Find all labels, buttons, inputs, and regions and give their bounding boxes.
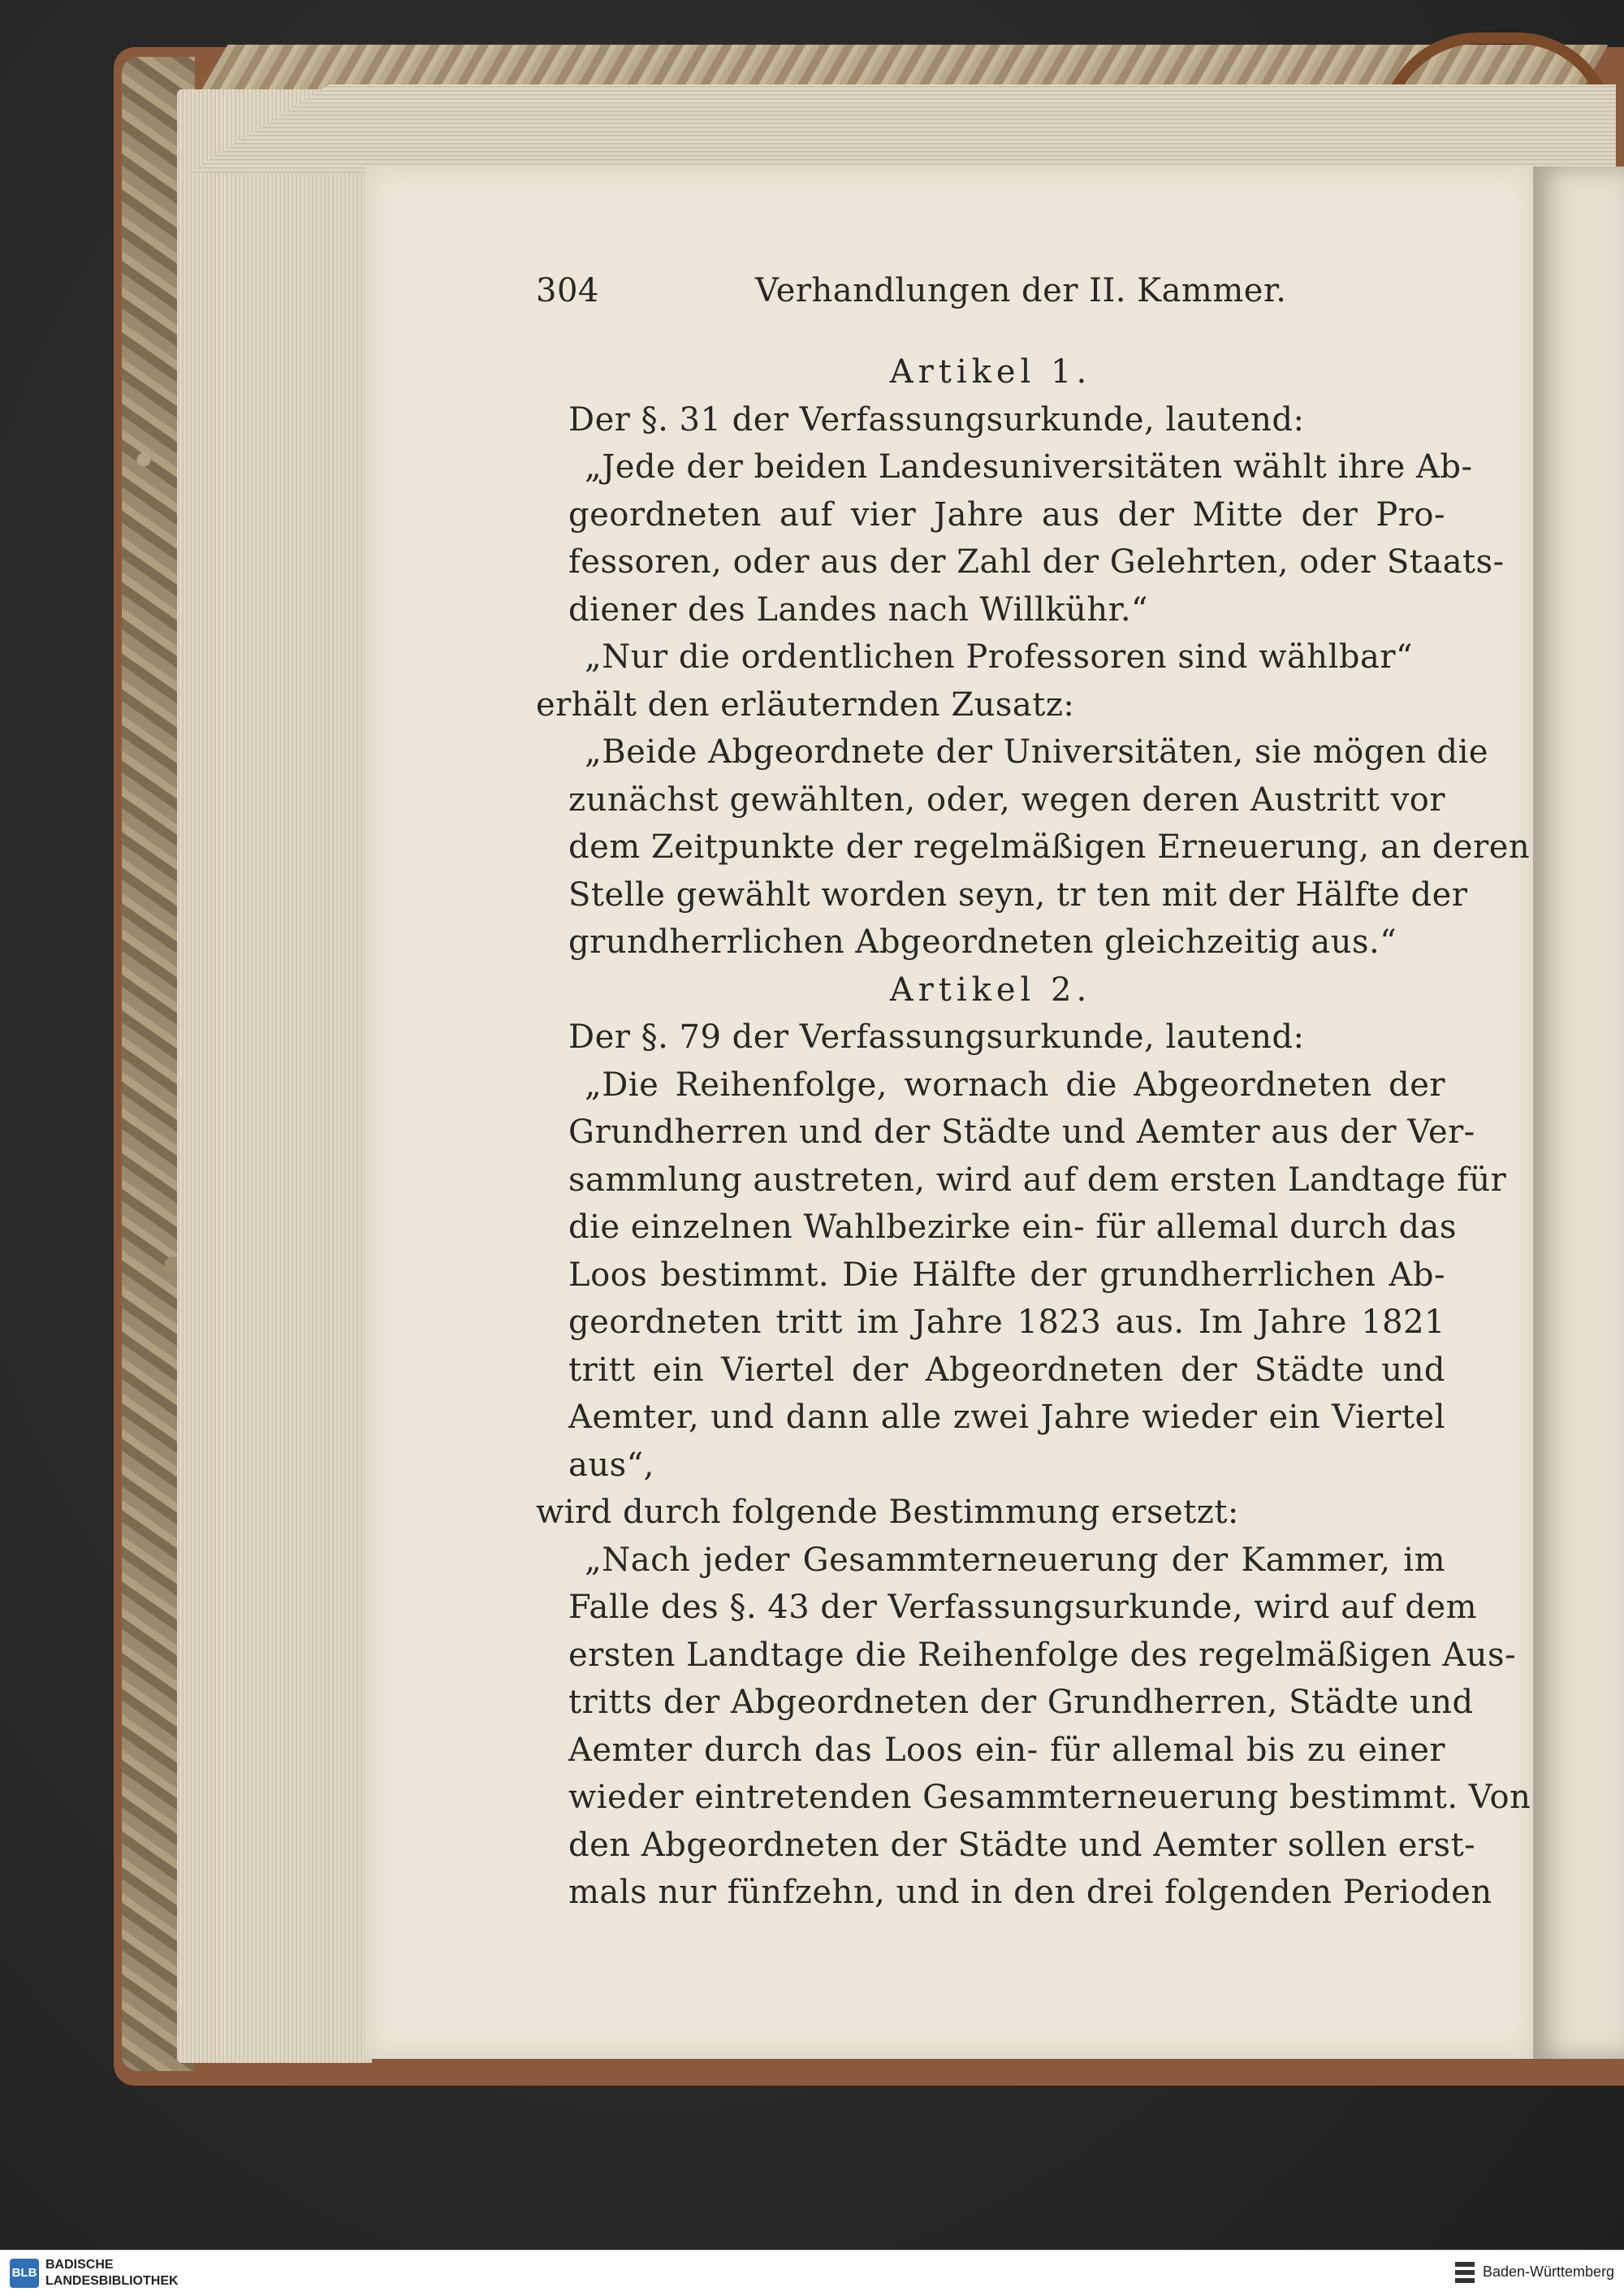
text-line: „Jede der beiden Landesuniversitäten wählt ihre Ab- — [585, 448, 1473, 486]
blb-logo-icon: BLB — [10, 2259, 39, 2288]
library-name-line1: BADISCHE — [45, 2258, 114, 2272]
running-head — [536, 268, 1445, 313]
state-name: Baden-Württemberg — [1483, 2264, 1615, 2280]
text-line: „Die Reihenfolge, wornach die Abgeordneten der — [585, 1066, 1445, 1104]
text-line: ersten Landtage die Reihenfolge des regelmäßigen Aus- — [568, 1636, 1517, 1674]
text-line: tritt ein Viertel der Abgeordneten der Städte und — [568, 1351, 1445, 1389]
text-line: Stelle gewählt worden seyn, tr ten mit der Hälfte der — [568, 876, 1468, 914]
text-line: sammlung austreten, wird auf dem ersten Landtage für — [568, 1161, 1507, 1199]
text-line: die einzelnen Wahlbezirke ein- für allemal durch das — [568, 1209, 1457, 1246]
facing-page-edge — [1533, 166, 1624, 2059]
text-line: „Nur die ordentlichen Professoren sind wählbar“ — [585, 638, 1413, 676]
running-head-title: Verhandlungen der II. Kammer. — [755, 272, 1287, 309]
text-line: „Nach jeder Gesammterneuerung der Kammer, im — [585, 1541, 1445, 1579]
text-line: Der §. 31 der Verfassungsurkunde, lautend: — [568, 400, 1305, 439]
page-block-top-edge — [187, 84, 1616, 174]
text-line: Loos bestimmt. Die Hälfte der grundherrlichen Ab- — [568, 1256, 1445, 1294]
text-line: fessoren, oder aus der Zahl der Gelehrten, oder Staats- — [568, 543, 1505, 581]
text-line: Aemter durch das Loos ein- für allemal bis zu einer — [568, 1731, 1445, 1769]
text-line: geordneten tritt im Jahre 1823 aus. Im Jahre 1821 — [568, 1304, 1445, 1341]
page-number: 304 — [536, 272, 599, 309]
text-line: zunächst gewählten, oder, wegen deren Austritt vor — [568, 780, 1445, 819]
text-line: wieder eintretenden Gesammterneuerung bestimmt. Von — [568, 1779, 1531, 1816]
text-line: aus“, — [568, 1446, 654, 1484]
text-line: mals nur fünfzehn, und in den drei folgenden Perioden — [568, 1874, 1492, 1911]
text-line: erhält den erläuternden Zusatz: — [536, 685, 1075, 724]
text-line: „Beide Abgeordnete der Universitäten, sie mögen die — [585, 733, 1489, 771]
text-line: Artikel 1. — [889, 353, 1092, 391]
text-line: den Abgeordneten der Städte und Aemter sollen erst- — [568, 1826, 1476, 1864]
text-line: diener des Landes nach Willkühr.“ — [568, 590, 1148, 629]
text-line: geordneten auf vier Jahre aus der Mitte der Pro- — [568, 495, 1445, 534]
library-name — [45, 2257, 179, 2290]
text-line: tritts der Abgeordneten der Grundherren, Städte und — [568, 1684, 1474, 1721]
text-line: Artikel 2. — [889, 971, 1092, 1009]
text-line: Der §. 79 der Verfassungsurkunde, lautend: — [568, 1018, 1305, 1056]
baden-wuerttemberg-lions-icon — [1453, 2260, 1476, 2286]
footer-bar — [0, 2250, 1624, 2296]
text-line: grundherrlichen Abgeordneten gleichzeitig aus.“ — [568, 923, 1397, 961]
page-block-edge — [177, 89, 372, 2063]
text-line: Grundherren und der Städte und Aemter aus der Ver- — [568, 1113, 1475, 1151]
library-name-line2: LANDESBIBLIOTHEK — [45, 2274, 179, 2288]
text-line: Falle des §. 43 der Verfassungsurkunde, wird auf dem — [568, 1589, 1478, 1626]
text-line: Aemter, und dann alle zwei Jahre wieder ein Viertel — [568, 1399, 1445, 1436]
text-line: wird durch folgende Bestimmung ersetzt: — [536, 1494, 1239, 1531]
text-line: dem Zeitpunkte der regelmäßigen Erneuerung, an deren — [568, 828, 1531, 866]
